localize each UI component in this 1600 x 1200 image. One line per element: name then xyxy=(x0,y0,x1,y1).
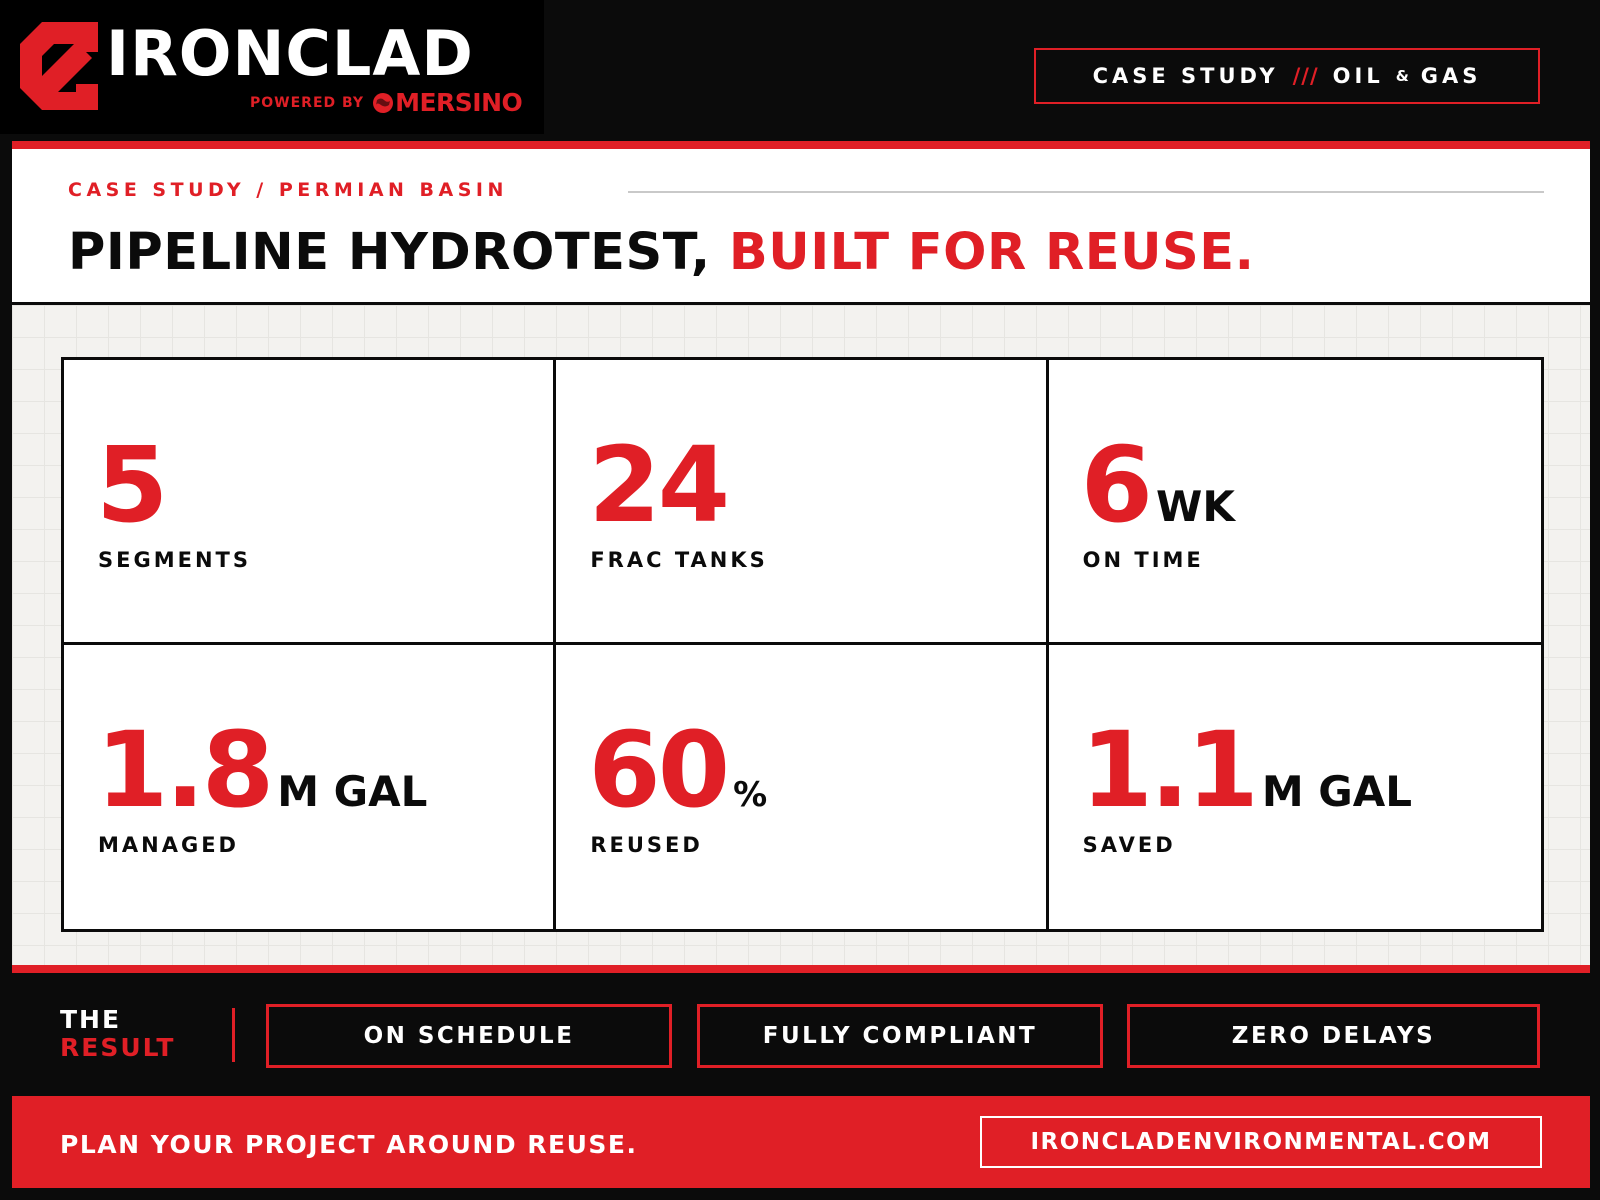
eyebrow-text: CASE STUDY / PERMIAN BASIN xyxy=(68,179,508,201)
bottom-accent-band xyxy=(12,965,1590,973)
stat-cell-saved xyxy=(1049,645,1541,930)
stats-area xyxy=(12,305,1590,965)
result-the-text: THE xyxy=(60,1005,122,1034)
tag-separator: /// xyxy=(1292,64,1319,88)
stat-value: 5 xyxy=(96,424,166,546)
logo-wordmark: IRONCLAD xyxy=(106,17,474,90)
ironclad-shield-icon xyxy=(20,22,98,110)
result-pill-fully-compliant: FULLY COMPLIANT xyxy=(697,1004,1103,1068)
stat-value-row xyxy=(588,708,768,831)
stat-cell-on-time xyxy=(1049,360,1541,645)
stat-label: SAVED xyxy=(1082,832,1176,857)
stat-value-row xyxy=(1080,708,1413,831)
stat-value: 6 xyxy=(1080,424,1151,546)
stat-value: 24 xyxy=(588,424,728,546)
headline-dark-part: PIPELINE HYDROTEST, xyxy=(68,223,711,282)
mersino-brand xyxy=(372,88,522,117)
mersino-brand-text: MERSINO xyxy=(395,88,523,117)
result-divider xyxy=(232,1008,235,1062)
stat-cell-managed xyxy=(64,645,556,930)
logo-block xyxy=(0,0,544,134)
eyebrow-rule xyxy=(628,191,1544,193)
stats-grid xyxy=(61,357,1544,932)
result-pill-on-schedule: ON SCHEDULE xyxy=(266,1004,672,1068)
page-headline xyxy=(68,223,1254,283)
top-accent-band xyxy=(12,141,1590,149)
stat-unit: M GAL xyxy=(1261,766,1413,816)
stat-cell-segments xyxy=(64,360,556,645)
stat-label: SEGMENTS xyxy=(98,548,251,572)
result-pill-zero-delays: ZERO DELAYS xyxy=(1127,1004,1540,1068)
stat-value: 1.8 xyxy=(96,708,272,831)
stat-value-row xyxy=(96,424,171,546)
stat-unit: M GAL xyxy=(277,766,428,816)
powered-by-line xyxy=(250,88,522,117)
stat-label: FRAC TANKS xyxy=(590,548,768,572)
result-word-text: RESULT xyxy=(60,1033,176,1062)
stat-label: MANAGED xyxy=(98,832,239,857)
stat-cell-frac-tanks xyxy=(556,360,1048,645)
stat-value-row xyxy=(588,424,733,546)
stat-label: REUSED xyxy=(590,832,703,857)
footer-cta-text: PLAN YOUR PROJECT AROUND REUSE. xyxy=(60,1130,638,1159)
stat-value: 60 xyxy=(588,708,728,831)
headline-red-part: BUILT FOR REUSE. xyxy=(728,223,1255,282)
tag-oil-text: OIL xyxy=(1332,64,1384,88)
stat-unit: WK xyxy=(1156,482,1235,531)
stat-cell-reused xyxy=(556,645,1048,930)
tag-left-text: CASE STUDY xyxy=(1092,64,1279,88)
footer-website-link[interactable]: IRONCLADENVIRONMENTAL.COM xyxy=(980,1116,1542,1168)
mersino-globe-icon xyxy=(372,92,394,114)
powered-by-text: POWERED BY xyxy=(250,94,365,111)
tag-gas-text: GAS xyxy=(1420,64,1482,88)
case-study-tag xyxy=(1034,48,1540,104)
stat-value-row xyxy=(96,708,428,831)
tag-ampersand: & xyxy=(1395,67,1409,85)
stat-unit: % xyxy=(733,774,768,815)
stat-value-row xyxy=(1080,424,1235,546)
title-panel xyxy=(12,149,1590,305)
result-heading xyxy=(60,1006,175,1062)
stat-value: 1.1 xyxy=(1080,708,1256,831)
footer-bar xyxy=(12,1096,1590,1188)
stat-label: ON TIME xyxy=(1082,548,1204,572)
